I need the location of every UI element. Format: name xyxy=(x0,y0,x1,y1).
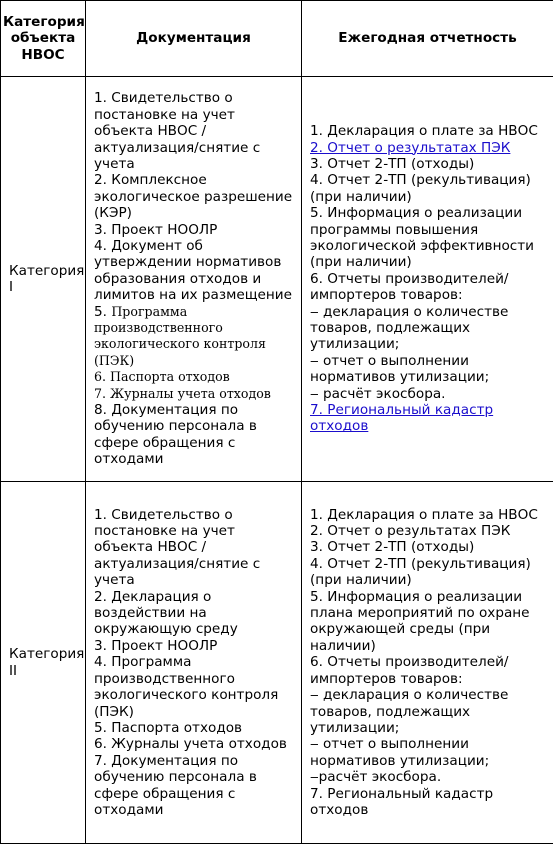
report-item xyxy=(310,556,549,589)
document-item xyxy=(94,654,297,720)
header-category: Категория объекта НВОС xyxy=(1,1,86,77)
item-number: 5. xyxy=(94,303,107,320)
document-item xyxy=(94,222,297,238)
item-text: 3. Отчет 2-ТП (отходы) xyxy=(310,539,475,556)
report-item xyxy=(310,123,549,139)
report-item xyxy=(310,353,549,386)
item-text: 1. Декларация о плате за НВОС xyxy=(310,123,538,140)
category-cell: Категория I xyxy=(1,77,86,482)
report-item xyxy=(310,769,549,785)
item-text: 2. Декларация о воздействии на окружающую среду xyxy=(94,588,238,638)
item-text: 6. Отчеты производителей/импортеров товаров: xyxy=(310,270,509,304)
table-row-category-2 xyxy=(1,482,553,844)
report-item xyxy=(310,156,549,172)
item-link[interactable]: 7. Региональный кадастр отходов xyxy=(310,402,494,435)
document-item xyxy=(94,507,297,589)
item-text: ‒ декларация о количестве товаров, подлежащих утилизации; xyxy=(310,687,509,736)
document-item xyxy=(94,638,297,654)
document-item xyxy=(94,172,297,221)
report-item xyxy=(310,386,549,402)
item-text: 1. Свидетельство о постановке на учет объекта НВОС /актуализация/снятие с учета xyxy=(94,90,261,172)
document-item xyxy=(94,90,297,172)
item-text: Документация по обучению персонала в сфере обращения с отходами xyxy=(94,402,257,468)
item-text: 3. Проект НООЛР xyxy=(94,637,218,654)
item-text: 4. Программа производственного экологического контроля (ПЭК) xyxy=(94,654,279,720)
item-text: 2. Комплексное экологическое разрешение (КЭР) xyxy=(94,172,293,222)
item-text: Программа производственного экологического контроля (ПЭК) xyxy=(94,303,266,368)
report-item xyxy=(310,304,549,353)
item-text: 1. Декларация о плате за НВОС xyxy=(310,506,538,523)
header-annual-reporting: Ежегодная отчетность xyxy=(302,1,553,77)
item-text: ‒ отчет о выполнении нормативов утилизации; xyxy=(310,352,490,386)
item-text: 5. Паспорта отходов xyxy=(94,719,243,736)
item-text: 4. Отчет 2-ТП (рекультивация) (при наличии) xyxy=(310,555,531,589)
documents-cell xyxy=(86,482,302,844)
document-item xyxy=(94,402,297,468)
report-item xyxy=(310,589,549,655)
report-item xyxy=(310,687,549,736)
item-text: 6. Отчеты производителей/импортеров товаров: xyxy=(310,654,509,687)
item-text: 5. Информация о реализации плана мероприятий по охране окружающей среды (при наличии) xyxy=(310,588,530,654)
report-item xyxy=(310,271,549,304)
category-cell: Категория II xyxy=(1,482,86,844)
documents-cell xyxy=(86,77,302,482)
item-link[interactable]: 2. Отчет о результатах ПЭК xyxy=(310,139,511,156)
item-text: ‒ декларация о количестве товаров, подлежащих утилизации; xyxy=(310,303,509,353)
report-item[interactable] xyxy=(310,402,549,435)
report-item[interactable] xyxy=(310,140,549,156)
item-text: 7. Региональный кадастр отходов xyxy=(310,785,494,818)
item-number: 8. xyxy=(94,402,107,419)
item-text: 6. Журналы учета отходов xyxy=(94,736,287,753)
table-row-category-1 xyxy=(1,77,553,482)
table-header-row xyxy=(1,1,553,77)
document-item xyxy=(94,386,297,402)
document-item xyxy=(94,369,297,385)
report-item xyxy=(310,654,549,687)
item-text: 5. Информация о реализации программы повышения экологической эффективности (при наличии) xyxy=(310,205,534,271)
document-item xyxy=(94,238,297,304)
item-text: 7. Журналы учета отходов xyxy=(94,385,271,401)
report-item xyxy=(310,172,549,205)
document-item xyxy=(94,304,297,370)
report-item xyxy=(310,736,549,769)
report-item xyxy=(310,507,549,523)
reports-cell xyxy=(302,77,553,482)
item-text: ‒ отчет о выполнении нормативов утилизации; xyxy=(310,736,490,769)
report-item xyxy=(310,539,549,555)
report-item xyxy=(310,523,549,539)
item-text: 2. Отчет о результатах ПЭК xyxy=(310,523,511,540)
item-text: 3. Проект НООЛР xyxy=(94,221,218,238)
item-text: 3. Отчет 2-ТП (отходы) xyxy=(310,155,475,172)
item-text: 4. Документ об утверждении нормативов образования отходов и лимитов на их размещение xyxy=(94,237,292,304)
item-text: ‒расчёт экосбора. xyxy=(310,769,442,786)
item-text: 7. Документация по обучению персонала в сфере обращения с отходами xyxy=(94,752,257,818)
report-item xyxy=(310,786,549,819)
header-documentation: Документация xyxy=(86,1,302,77)
reports-cell xyxy=(302,482,553,844)
item-text: ‒ расчёт экосбора. xyxy=(310,385,446,402)
document-item xyxy=(94,589,297,638)
report-item xyxy=(310,205,549,271)
document-item xyxy=(94,720,297,736)
item-text: 4. Отчет 2-ТП (рекультивация) (при наличии) xyxy=(310,172,531,205)
document-item xyxy=(94,736,297,752)
document-item xyxy=(94,753,297,819)
item-text: 1. Свидетельство о постановке на учет объекта НВОС /актуализация/снятие с учета xyxy=(94,506,261,589)
item-text: 6. Паспорта отходов xyxy=(94,369,230,385)
